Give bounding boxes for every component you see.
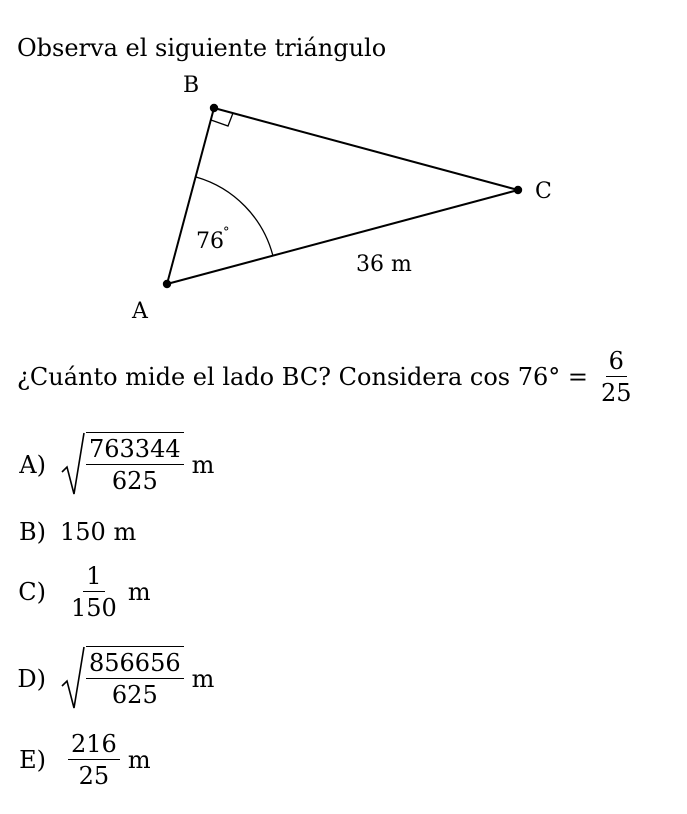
angle-value: 76: [196, 229, 224, 254]
option-d-numerator: 856656: [86, 651, 184, 679]
option-a[interactable]: [0, 432, 214, 498]
option-e-unit: m: [127, 746, 151, 774]
option-d-unit: m: [191, 665, 215, 693]
option-a-label: A): [19, 451, 46, 479]
question-fraction: [598, 349, 635, 405]
option-b-label: B): [19, 518, 46, 546]
question: [17, 349, 635, 405]
option-d-sqrt: [60, 646, 184, 712]
radical-sign-icon: [60, 432, 86, 498]
option-d[interactable]: [0, 646, 214, 712]
option-c-denominator: 150: [71, 594, 117, 622]
side-ab: [167, 108, 214, 284]
point-b: [210, 104, 218, 112]
option-c[interactable]: [0, 564, 151, 620]
option-c-label: C): [18, 578, 46, 606]
option-c-unit: m: [127, 578, 151, 606]
option-a-numerator: 763344: [86, 437, 184, 465]
option-a-sqrt: [60, 432, 184, 498]
option-e-fraction: [68, 732, 120, 788]
option-a-fraction: [86, 437, 184, 493]
label-a: A: [132, 299, 148, 324]
degree-mark: °: [223, 225, 230, 240]
option-b-value: 150 m: [60, 518, 137, 546]
label-c: C: [535, 179, 552, 204]
option-a-denominator: 625: [111, 467, 158, 495]
question-text: ¿Cuánto mide el lado BC? Considera cos 76° =: [17, 363, 589, 391]
point-c: [514, 186, 522, 194]
option-d-fraction: [86, 651, 184, 707]
radical-sign-icon: [60, 646, 86, 712]
option-c-numerator: 1: [83, 564, 104, 592]
option-a-unit: m: [191, 451, 215, 479]
point-a: [163, 280, 171, 288]
question-fraction-numerator: 6: [606, 349, 627, 377]
option-e-denominator: 25: [78, 762, 110, 790]
side-bc: [214, 108, 518, 190]
option-e[interactable]: [0, 732, 151, 788]
option-e-numerator: 216: [68, 732, 120, 760]
right-angle-mark: [211, 113, 233, 126]
option-c-fraction: [68, 564, 120, 620]
label-b: B: [183, 73, 200, 98]
side-length-label: 36 m: [356, 252, 412, 277]
option-d-label: D): [17, 665, 46, 693]
question-fraction-denominator: 25: [601, 379, 632, 407]
option-b[interactable]: [0, 518, 136, 546]
option-e-label: E): [19, 746, 46, 774]
option-d-denominator: 625: [111, 681, 158, 709]
intro-text: Observa el siguiente triángulo: [17, 34, 387, 62]
